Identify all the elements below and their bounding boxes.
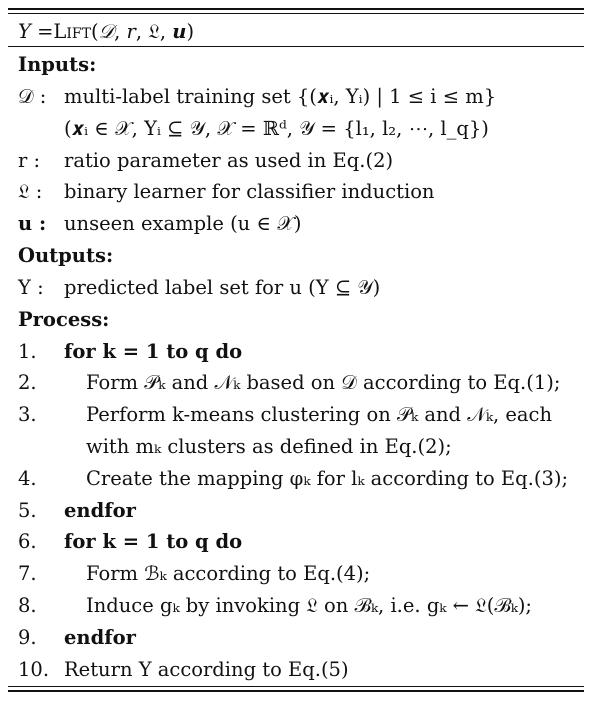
process-step: with mₖ clusters as defined in Eq.(2); (86, 435, 452, 458)
process-heading: Process: (18, 308, 110, 331)
algorithm-signature: Y =Lift(𝒟, r, 𝔏, u) (18, 20, 195, 43)
input-row: 𝔏 : binary learner for classifier induction (18, 180, 435, 203)
algorithm-name: Lift (53, 20, 91, 43)
input-row: r : ratio parameter as used in Eq.(2) (18, 149, 394, 172)
process-step: 1. for k = 1 to q do (18, 340, 243, 363)
output-row: Y : predicted label set for u (Y ⊆ 𝒴) (18, 276, 381, 299)
bottom-rule-thick (8, 690, 584, 692)
process-step: 5. endfor (18, 499, 136, 522)
header-rule (8, 46, 584, 47)
process-step: 2. Form 𝒫ₖ and 𝒩ₖ based on 𝒟 according to Eq.(1); (18, 371, 561, 394)
input-row: u : unseen example (u ∈ 𝒳) (18, 212, 302, 235)
process-step: 4. Create the mapping φₖ for lₖ according to Eq.(3); (18, 467, 569, 490)
process-step: 6. for k = 1 to q do (18, 530, 243, 553)
process-step: 10. Return Y according to Eq.(5) (18, 658, 349, 681)
input-row: 𝒟 : multi-label training set {(𝒙ᵢ, Yᵢ) | 1 ≤ i ≤ m} (18, 85, 497, 108)
process-step: 8. Induce gₖ by invoking 𝔏 on ℬₖ, i.e. gₖ ← 𝔏(ℬₖ); (18, 594, 532, 617)
top-rule-thick (8, 8, 584, 10)
process-step: 7. Form ℬₖ according to Eq.(4); (18, 562, 371, 585)
input-row: (𝒙ᵢ ∈ 𝒳, Yᵢ ⊆ 𝒴, 𝒳 = ℝᵈ, 𝒴 = {l₁, l₂, ⋯, l_q}) (64, 117, 489, 140)
process-step: 3. Perform k-means clustering on 𝒫ₖ and 𝒩ₖ, each (18, 403, 553, 426)
bottom-rule-thin (8, 686, 584, 687)
inputs-heading: Inputs: (18, 53, 97, 76)
process-step: 9. endfor (18, 626, 136, 649)
top-rule-thin (8, 13, 584, 14)
outputs-heading: Outputs: (18, 244, 114, 267)
